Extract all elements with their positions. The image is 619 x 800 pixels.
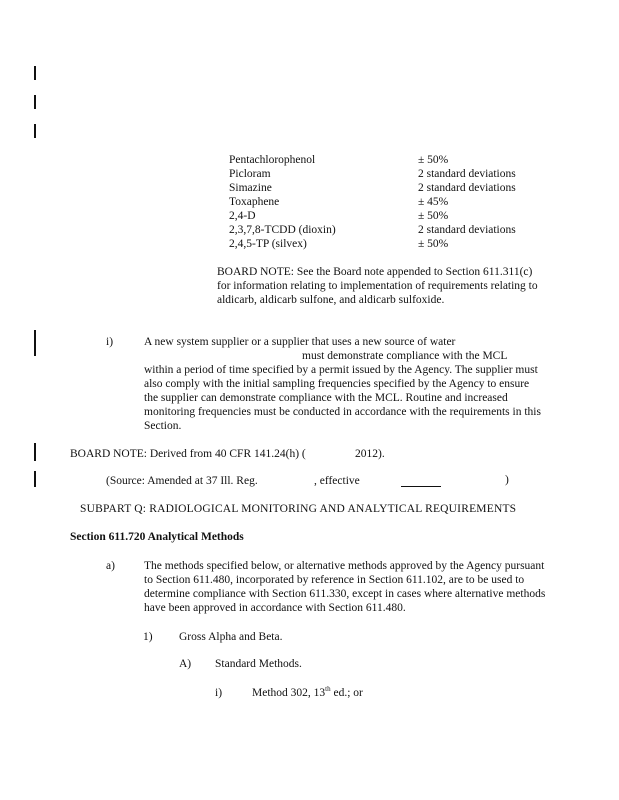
change-bar-1 [34,66,36,80]
board-note-derived-end: 2012). [355,448,385,460]
change-bar-6 [34,471,36,487]
item-1-marker: 1) [143,631,153,643]
item-A-text: Standard Methods. [215,658,302,670]
item-i-marker: i) [106,336,114,348]
item-a-text: The methods specified below, or alternative methods approved by the Agency pursuant to Section 611.480, incorporated by reference in Section 611.102, are to be used to determine compliance with Section 611.330, except in cases where alternative methods have been approved in accordance with Section 611.480. [144,560,546,614]
item-sub-i-marker: i) [215,687,223,699]
contaminant-name: Picloram [229,168,271,180]
item-A-marker: A) [179,658,192,670]
item-i-line1: A new system supplier or a supplier that uses a new source of water [144,336,456,348]
contaminant-limit: 2 standard deviations [418,168,516,180]
contaminant-name: 2,4,5-TP (silvex) [229,238,307,250]
source-effective-blank [401,486,441,487]
subpart-title: SUBPART Q: RADIOLOGICAL MONITORING AND ANALYTICAL REQUIREMENTS [80,503,517,515]
edition-superscript: th [325,685,331,694]
contaminant-limit: ± 50% [418,210,449,222]
item-1-text: Gross Alpha and Beta. [179,631,283,643]
contaminant-row [229,167,516,181]
contaminant-limit: 2 standard deviations [418,224,516,236]
contaminant-row [229,237,516,251]
contaminant-limit: ± 50% [418,238,449,250]
source-note: (Source: Amended at 37 Ill. Reg. [106,475,258,487]
contaminant-limit: 2 standard deviations [418,182,516,194]
section-title: Section 611.720 Analytical Methods [70,531,244,543]
item-i-text: within a period of time specified by a permit issued by the Agency. The supplier must also comply with the initial sampling frequencies specified by the Agency to ensure the supplier can demonstrate compliance with the MCL. Routine and increased monitoring frequencies must be conducted in accordance with the requirements in this Section. [144,364,541,432]
change-bar-4 [34,330,36,356]
contaminant-table [229,153,516,251]
source-close: ) [505,474,509,486]
contaminant-name: Pentachlorophenol [229,154,316,166]
contaminant-row [229,209,516,223]
change-bar-3 [34,124,36,138]
contaminant-name: Toxaphene [229,196,280,208]
board-note-derived: BOARD NOTE: Derived from 40 CFR 141.24(h) ( [70,448,306,460]
contaminant-name: 2,4-D [229,210,256,222]
item-sub-i-text [252,686,363,700]
item-i-line2: must demonstrate compliance with the MCL [302,350,508,362]
change-bar-2 [34,95,36,109]
method-text: Method 302, 13 [252,687,326,699]
method-text-end: ed.; or [330,687,363,699]
contaminant-name: 2,3,7,8-TCDD (dioxin) [229,224,336,236]
contaminant-row [229,153,516,167]
contaminant-row [229,223,516,237]
contaminant-row [229,181,516,195]
contaminant-name: Simazine [229,182,272,194]
contaminant-limit: ± 50% [418,154,449,166]
contaminant-limit: ± 45% [418,196,449,208]
board-note-aldicarb: BOARD NOTE: See the Board note appended to Section 611.311(c) for information relating to implementation of requirements relating to aldicarb, aldicarb sulfone, and aldicarb sulfoxide. [217,266,538,306]
change-bar-5 [34,443,36,461]
item-a-marker: a) [106,560,115,572]
source-effective: , effective [314,475,360,487]
contaminant-row [229,195,516,209]
